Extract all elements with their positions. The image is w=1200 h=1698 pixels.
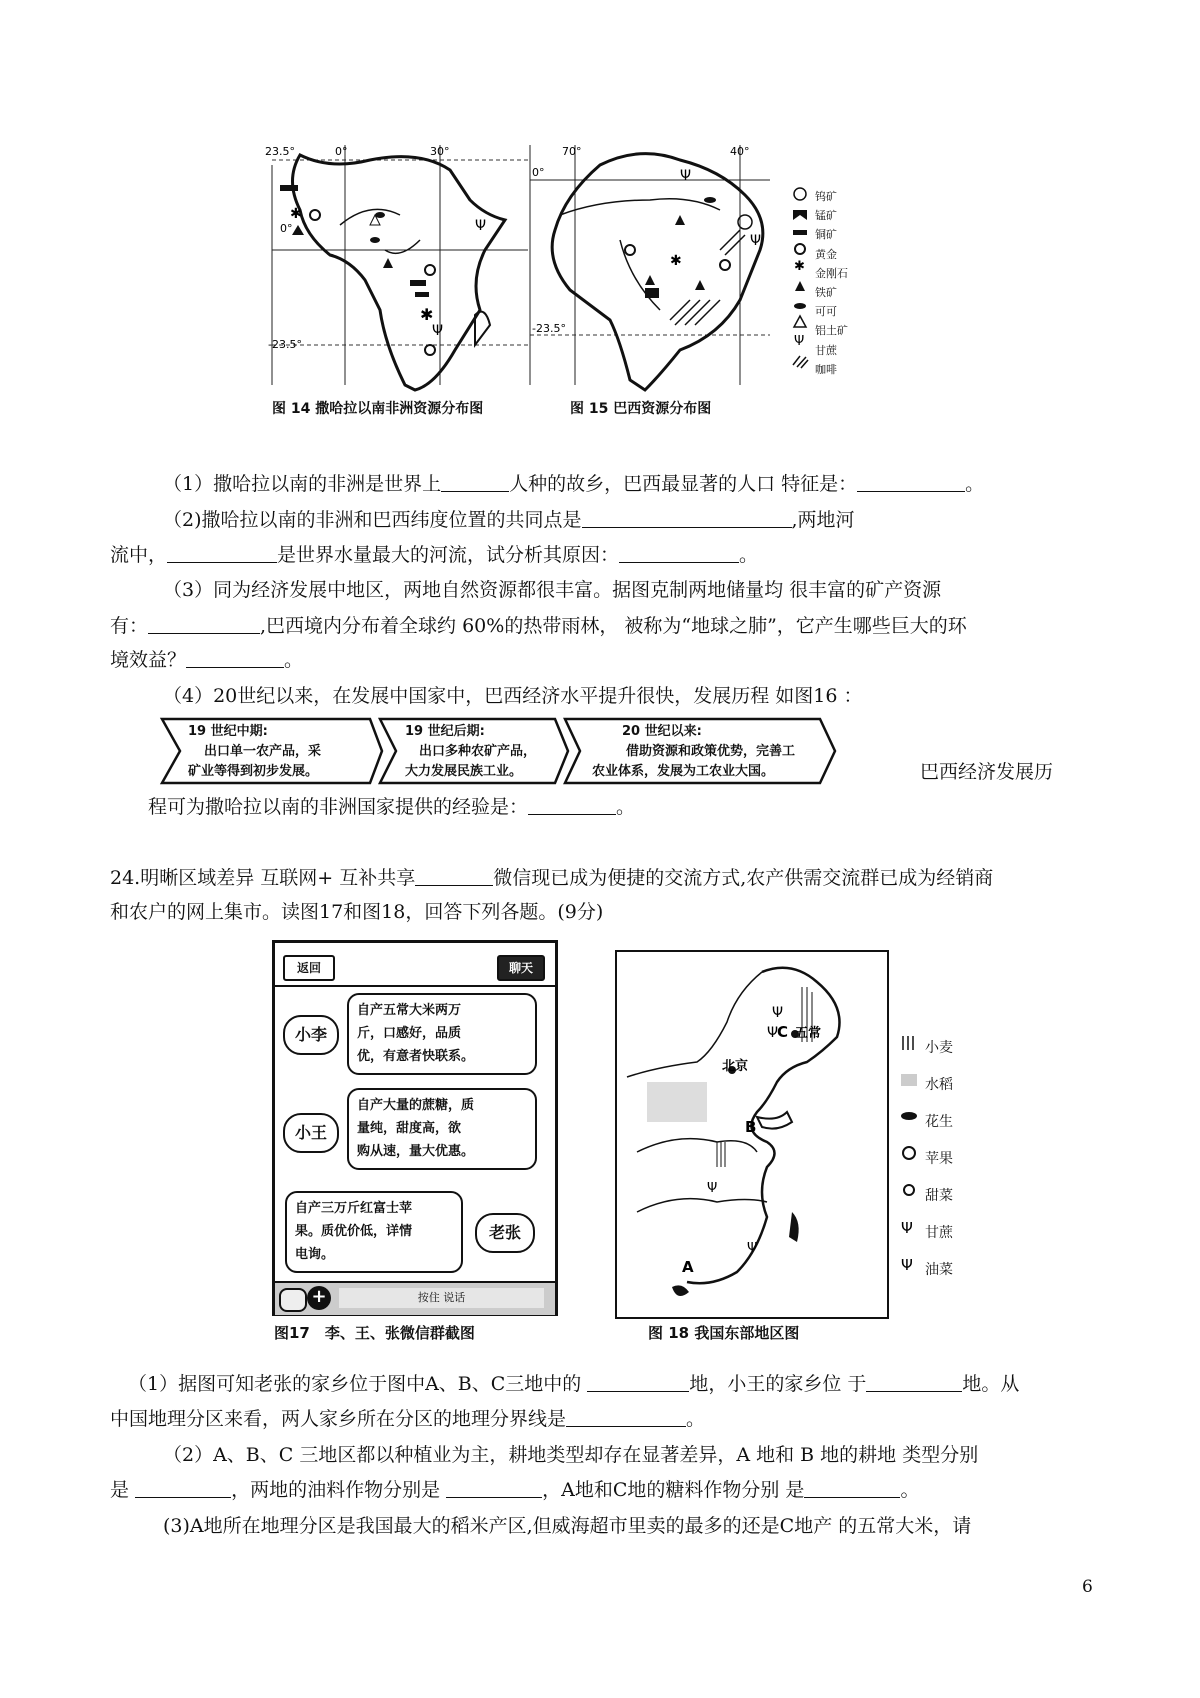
svg-text:✱: ✱ [290, 206, 302, 222]
add-icon[interactable]: + [307, 1286, 331, 1310]
iron-icon [795, 281, 805, 291]
copper-icon [793, 230, 807, 235]
manganese-icon [793, 210, 807, 220]
legend-item: 咖啡 [815, 362, 837, 376]
svg-text:Ψ: Ψ [680, 168, 692, 184]
wechat-screenshot [272, 940, 558, 1316]
africa-lat-top: 23.5° [265, 145, 295, 158]
answer-blank[interactable] [566, 1408, 686, 1427]
svg-text:Ψ: Ψ [772, 1005, 784, 1021]
answer-blank[interactable] [446, 1479, 542, 1498]
keyboard-icon[interactable] [279, 1288, 307, 1312]
legend-item: 黄金 [815, 247, 837, 261]
brazil-legend-labels [815, 187, 848, 379]
stage-1: 19 世纪中期: 出口单一农产品，采 矿业等得到初步发展。 [188, 724, 322, 779]
legend-item: 钨矿 [815, 190, 837, 203]
brazil-lon-40: 40° [730, 145, 750, 158]
africa-lon-0: 0° [335, 145, 348, 158]
map-label-c: C [777, 1023, 789, 1041]
sugarcane-icon: Ψ [901, 1219, 913, 1237]
brazil-lon-70: 70° [562, 145, 582, 158]
map-label-wuchang: 五常 [795, 1026, 822, 1041]
q24-part1: （1）据图可知老张的家乡位于图中A、B、C三地中的 地，小王的家乡位 于 地。从 [128, 1373, 1020, 1395]
answer-blank[interactable] [415, 867, 493, 886]
stage-2: 19 世纪后期: 出口多种农矿产品， 大力发展民族工业。 [405, 724, 537, 779]
q24-intro: 24.明晰区域差异 互联网+ 互补共享 微信现已成为便捷的交流方式,农产供需交流群已成为经销商 [110, 867, 994, 889]
answer-blank[interactable] [135, 1479, 231, 1498]
answer-blank[interactable] [619, 544, 739, 563]
back-button[interactable]: 返回 [283, 955, 335, 981]
legend-item: 可可 [815, 305, 837, 319]
legend-item: 金刚石 [815, 266, 848, 280]
legend-item: 铜矿 [815, 228, 837, 242]
answer-blank[interactable] [167, 544, 277, 563]
rapeseed-icon: Ψ [901, 1256, 913, 1274]
diamond-icon: ✱ [794, 259, 805, 274]
svg-text:Ψ: Ψ [767, 1025, 779, 1041]
legend-item: 甘蔗 [815, 343, 837, 357]
coffee-icon [793, 356, 808, 368]
answer-blank[interactable] [186, 649, 284, 668]
q23-part2-cont: 流中， 是世界水量最大的河流，试分析其原因： 。 [110, 544, 759, 566]
bauxite-icon [794, 316, 806, 327]
q23-part4-tail: 巴西经济发展历 [920, 761, 1054, 783]
answer-blank[interactable] [866, 1373, 962, 1392]
q23-part3-cont: 有： ,巴西境内分布着全球约 60%的热带雨林， 被称为“地球之肺”，它产生哪些巨大的环 [110, 615, 967, 637]
legend-item: 甘蔗 [925, 1225, 953, 1241]
africa-equator: 0° [280, 222, 293, 235]
q23-part2: （2)撒哈拉以南的非洲和巴西纬度位置的共同点是 ,两地河 [163, 509, 855, 531]
legend-icons [895, 1030, 925, 1300]
chat-message: 自产大量的蔗糖，质 量纯，甜度高，欲 购从速，量大优惠。 [347, 1088, 537, 1170]
chat-info-button[interactable]: 聊天 [497, 955, 545, 981]
page-number: 6 [1082, 1577, 1093, 1597]
figure-15-caption: 图 15 巴西资源分布图 [570, 401, 712, 417]
africa-map [265, 145, 528, 390]
svg-text:Ψ: Ψ [747, 1241, 758, 1256]
brazil-map [530, 145, 770, 390]
east-china-legend-labels [925, 1030, 953, 1289]
chat-message: 自产三万斤红富士苹 果。质优价低，详情 电询。 [285, 1191, 463, 1273]
answer-blank[interactable] [587, 1373, 689, 1392]
figure-14-caption: 图 14 撒哈拉以南非洲资源分布图 [272, 401, 484, 417]
q24-part2: （2）A、B、C 三地区都以种植业为主，耕地类型却存在显著差异，A 地和 B 地的耕地 类型分别 [163, 1444, 979, 1466]
q24-part1-cont: 中国地理分区来看，两人家乡所在分区的地理分界线是 。 [110, 1408, 706, 1430]
legend-item: 油菜 [925, 1262, 953, 1278]
legend-item: 苹果 [925, 1151, 953, 1167]
legend-item: 甜菜 [925, 1188, 953, 1204]
map-label-a: A [682, 1258, 694, 1276]
svg-text:Ψ: Ψ [707, 1181, 718, 1196]
east-china-map-drawing [617, 952, 887, 1317]
figure-14-15 [265, 140, 930, 450]
wheat-icon [903, 1036, 913, 1050]
svg-text:Ψ: Ψ [750, 233, 762, 249]
tungsten-icon [794, 188, 806, 200]
answer-blank[interactable] [148, 615, 260, 634]
hold-to-talk-button[interactable]: 按住 说话 [339, 1288, 544, 1308]
east-china-map [615, 950, 889, 1319]
cocoa-icon [794, 303, 806, 309]
svg-text:Ψ: Ψ [475, 218, 487, 234]
sugar-beet-icon [904, 1185, 914, 1195]
answer-blank[interactable] [857, 473, 965, 492]
input-bar [275, 1281, 555, 1315]
brazil-equator: 0° [532, 166, 545, 179]
q24-part2-cont: 是 ，两地的油料作物分别是 ，A地和C地的糖料作物分别 是 。 [110, 1479, 920, 1501]
map-label-beijing: 北京 [722, 1059, 749, 1074]
q23-part3: （3）同为经济发展中地区，两地自然资源都很丰富。据图克制两地储量均 很丰富的矿产资源 [163, 579, 942, 601]
gold-icon [795, 244, 805, 254]
avatar: 老张 [475, 1213, 535, 1253]
answer-blank[interactable] [441, 473, 509, 492]
q23-part4: （4）20世纪以来，在发展中国家中，巴西经济水平提升很快，发展历程 如图16 ： [163, 685, 863, 707]
rice-icon [901, 1074, 917, 1086]
sugarcane-icon: Ψ [794, 334, 805, 349]
q23-part4-cont: 程可为撒哈拉以南的非洲国家提供的经验是： 。 [148, 796, 636, 818]
answer-blank[interactable] [804, 1479, 900, 1498]
map-label-b: B [745, 1118, 757, 1136]
avatar: 小李 [283, 1015, 339, 1055]
q24-intro-cont: 和农户的网上集市。读图17和图18，回答下列各题。(9分) [110, 901, 604, 923]
legend-item: 铁矿 [815, 286, 837, 300]
q24-part3: (3)A地所在地理分区是我国最大的稻米产区,但威海超市里卖的最多的还是C地产 的五常大米，请 [163, 1515, 972, 1537]
svg-text:✱: ✱ [420, 305, 434, 324]
legend-item: 锰矿 [815, 209, 837, 223]
peanut-icon [901, 1112, 917, 1120]
q23-part1: （1）撒哈拉以南的非洲是世界上 人种的故乡，巴西最显著的人口 特征是： 。 [163, 473, 985, 495]
answer-blank[interactable] [528, 796, 616, 815]
east-china-legend [895, 1030, 925, 1304]
apple-icon [903, 1147, 915, 1159]
svg-text:✱: ✱ [670, 253, 682, 269]
legend-item: 铝土矿 [815, 324, 848, 338]
figure-18-caption: 图 18 我国东部地区图 [648, 1324, 800, 1342]
legend-item: 小麦 [925, 1040, 953, 1056]
brazil-lat-bottom: -23.5° [532, 322, 566, 335]
legend-item: 水稻 [925, 1077, 953, 1093]
answer-blank[interactable] [582, 509, 792, 528]
figure-17-caption: 图17 李、王、张微信群截图 [274, 1324, 475, 1342]
brazil-legend [793, 188, 808, 368]
chat-message: 自产五常大米两万 斤，口感好，品质 优，有意者快联系。 [347, 993, 537, 1075]
header-divider [275, 985, 555, 987]
avatar: 小王 [283, 1113, 339, 1153]
brazil-development-flow [160, 715, 850, 790]
africa-lat-bottom: -23.5° [268, 338, 302, 351]
africa-lon-30: 30° [430, 145, 450, 158]
q23-part3-end: 境效益？ 。 [110, 649, 304, 671]
svg-text:Ψ: Ψ [432, 323, 444, 339]
stage-3: 20 世纪以来: 借助资源和政策优势，完善工 农业体系，发展为工农业大国。 [592, 724, 796, 779]
legend-item: 花生 [925, 1114, 953, 1130]
